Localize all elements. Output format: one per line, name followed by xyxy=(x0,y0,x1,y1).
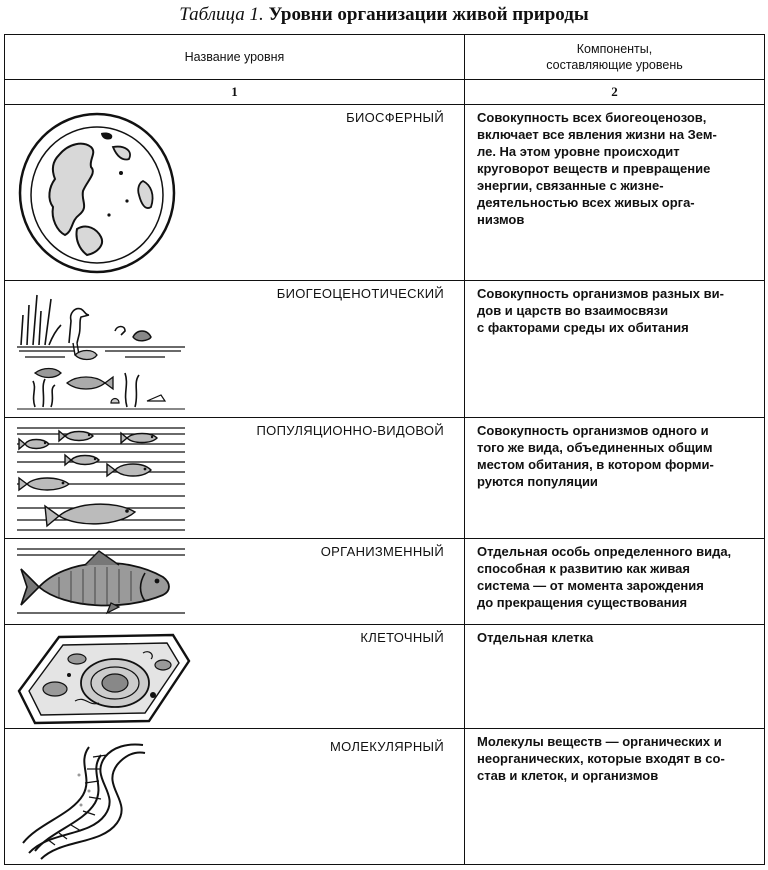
level-name-cell xyxy=(5,539,465,625)
level-name-cell xyxy=(5,281,465,418)
description-line: включает все явления жизни на Зем- xyxy=(477,127,717,142)
caption-title: Уровни организации живой природы xyxy=(268,4,589,25)
level-name: ПОПУЛЯЦИОННО-ВИДОВОЙ xyxy=(256,423,444,438)
header-col1: Название уровня xyxy=(5,35,465,80)
description-line: способная к развитию как живая xyxy=(477,561,690,576)
header-col2-line2: составляющие уровень xyxy=(546,58,683,72)
description-line: Отдельная особь определенного вида, xyxy=(477,544,732,559)
level-name: МОЛЕКУЛЯРНЫЙ xyxy=(330,739,444,754)
level-name-cell xyxy=(5,418,465,539)
dna-icon xyxy=(19,735,149,861)
header-row xyxy=(5,35,765,80)
column-number-2: 2 xyxy=(465,80,765,105)
level-name-cell xyxy=(5,625,465,729)
table-row xyxy=(5,729,765,865)
table-row xyxy=(5,105,765,281)
description-line: до прекращения существования xyxy=(477,595,688,610)
description-line: Молекулы веществ — органических и xyxy=(477,734,722,749)
fish-school-icon xyxy=(15,422,187,534)
description-line: круговорот веществ и превращение xyxy=(477,161,711,176)
level-description-cell xyxy=(465,539,765,625)
description-line: Отдельная клетка xyxy=(477,630,594,645)
level-name: ОРГАНИЗМЕННЫЙ xyxy=(320,544,444,559)
table-row xyxy=(5,539,765,625)
level-description-cell xyxy=(465,281,765,418)
header-col2-line1: Компоненты, xyxy=(576,42,653,56)
level-name: БИОГЕОЦЕНОТИЧЕСКИЙ xyxy=(276,286,444,301)
description-line: того же вида, объединенных общим xyxy=(477,440,713,455)
level-description-cell xyxy=(465,105,765,281)
description-line: энергии, связанные с жизне- xyxy=(477,178,664,193)
level-name-cell xyxy=(5,729,465,865)
description-line: став и клеток, и организмов xyxy=(477,768,659,783)
level-name-cell xyxy=(5,105,465,281)
level-name: КЛЕТОЧНЫЙ xyxy=(360,630,444,645)
level-name: БИОСФЕРНЫЙ xyxy=(346,110,444,125)
description-line: с факторами среды их обитания xyxy=(477,320,689,335)
table-caption xyxy=(0,0,768,36)
description-line: Совокупность всех биогеоценозов, xyxy=(477,110,707,125)
description-line: дов и царств во взаимосвязи xyxy=(477,303,669,318)
levels-table xyxy=(4,34,765,865)
caption-label: Таблица 1. xyxy=(179,4,264,25)
description-line: система — от момента зарождения xyxy=(477,578,704,593)
header-col2 xyxy=(465,35,765,80)
level-description-cell xyxy=(465,625,765,729)
description-line: местом обитания, в котором форми- xyxy=(477,457,714,472)
table-row xyxy=(5,625,765,729)
description-line: деятельностью всех живых орга- xyxy=(477,195,695,210)
description-line: низмов xyxy=(477,212,525,227)
description-line: руются популяции xyxy=(477,474,598,489)
number-row xyxy=(5,80,765,105)
pond-ecosystem-icon xyxy=(15,285,187,413)
description-line: ле. На этом уровне происходит xyxy=(477,144,680,159)
globe-icon xyxy=(17,111,177,275)
carp-icon xyxy=(15,543,187,619)
column-number-1: 1 xyxy=(5,80,465,105)
description-line: Совокупность организмов одного и xyxy=(477,423,709,438)
level-description-cell xyxy=(465,729,765,865)
table-row xyxy=(5,281,765,418)
cell-icon xyxy=(15,631,191,725)
level-description-cell xyxy=(465,418,765,539)
table-row xyxy=(5,418,765,539)
description-line: неорганических, которые входят в со- xyxy=(477,751,725,766)
description-line: Совокупность организмов разных ви- xyxy=(477,286,724,301)
